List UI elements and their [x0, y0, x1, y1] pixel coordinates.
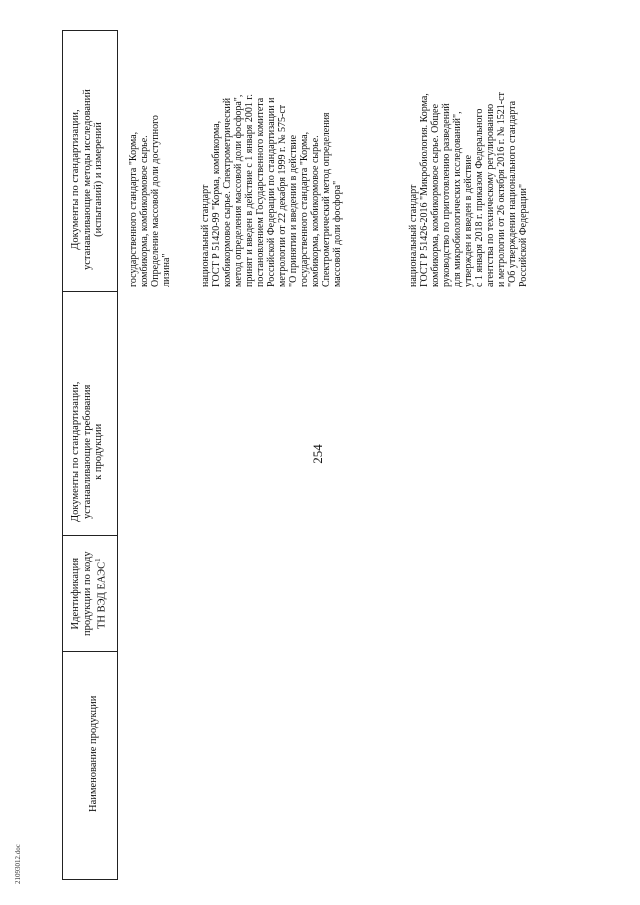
entry2-line: метрологии от 22 декабря 1999 г. № 575-ст: [277, 104, 288, 287]
entry2-line: Спектрометрический метод определения: [321, 112, 332, 287]
entry2-line: комбикорма, комбикормовое сырье.: [310, 135, 321, 287]
header-product-name-text: Наименование продукции: [88, 695, 99, 812]
header-requirements-line1: Документы по стандартизации,: [70, 381, 81, 522]
header-methods-line2: устанавливающие методы исследований: [81, 89, 93, 270]
entry3-line: и метрологии от 26 октября 2016 г. № 1521-ст: [496, 92, 507, 287]
entry2-line: массовой доли фосфора": [332, 180, 343, 287]
header-product-name: [88, 696, 100, 812]
entry3-line: ГОСТ Р 51426-2016 "Микробиология. Корма,: [419, 93, 430, 287]
header-identification-line2: продукции по коду: [81, 551, 93, 636]
header-identification-line1: Идентификация: [70, 557, 81, 630]
entry3-line: для микробиологических исследований",: [452, 111, 463, 287]
entry3-line: "Об утверждении национального стандарта: [507, 100, 518, 287]
entry2-line: ГОСТ Р 51420-99 "Корма, комбикорма,: [211, 120, 222, 287]
entry1-line: государственного стандарта "Корма,: [128, 131, 139, 287]
entry1-line: Определение массовой доли доступного: [150, 115, 161, 287]
header-identification: [70, 551, 108, 636]
entry2-line: комбикормовое сырье. Спектрометрический: [222, 97, 233, 287]
table-border-left: [62, 30, 63, 880]
entry-gost-51420: [200, 94, 343, 287]
entry2-line: принят и введен в действие с 1 января 2001 г.: [244, 94, 255, 287]
table-border-top: [62, 30, 118, 31]
entry2-line: Российской Федерации по стандартизации и: [266, 97, 277, 287]
footnote-marker: 1: [94, 558, 102, 562]
entry3-line: национальный стандарт: [408, 184, 419, 287]
page-number: 254: [309, 444, 325, 464]
entry-lysine-method: [128, 115, 172, 287]
col-divider-3-2: [62, 535, 118, 536]
entry2-line: национальный стандарт: [200, 184, 211, 287]
entry2-line: "О принятии и введении в действие: [288, 134, 299, 287]
entry3-line: комбикорма, комбикормовое сырье. Общее: [430, 103, 441, 287]
entry2-line: метод определения массовой доли фосфора",: [233, 94, 244, 287]
header-requirements-line3: к продукции: [93, 423, 104, 480]
entry2-line: постановлением Государственного комитета: [255, 97, 266, 287]
entry1-line: лизина": [161, 253, 172, 287]
entry3-line: утвержден и введен в действие: [463, 154, 474, 287]
header-identification-line3: ТН ВЭД ЕАЭС: [96, 561, 108, 630]
table-header-divider: [117, 30, 118, 880]
entry3-line: Российской Федерации": [518, 183, 529, 287]
header-methods-line1: Документы по стандартизации,: [70, 109, 81, 250]
col-divider-2-1: [62, 651, 118, 652]
document-id: 21093012.doc: [14, 844, 22, 884]
entry3-line: руководство по приготовлению разведений: [441, 103, 452, 287]
entry-gost-51426: [408, 92, 529, 287]
entry3-line: агентства по техническому регулированию: [485, 103, 496, 287]
header-requirements-line2: устанавливающие требования: [81, 384, 93, 519]
entry2-line: государственного стандарта "Корма,: [299, 131, 310, 287]
header-methods-line3: (испытаний) и измерений: [93, 122, 104, 237]
col-divider-4-3: [62, 291, 118, 292]
table-border-bottom: [62, 879, 118, 880]
entry1-line: комбикорма, комбикормовое сырье.: [139, 135, 150, 287]
header-methods-docs: [70, 89, 105, 270]
entry3-line: с 1 января 2018 г. приказом Федерального: [474, 108, 485, 287]
header-requirements-docs: [70, 382, 105, 522]
